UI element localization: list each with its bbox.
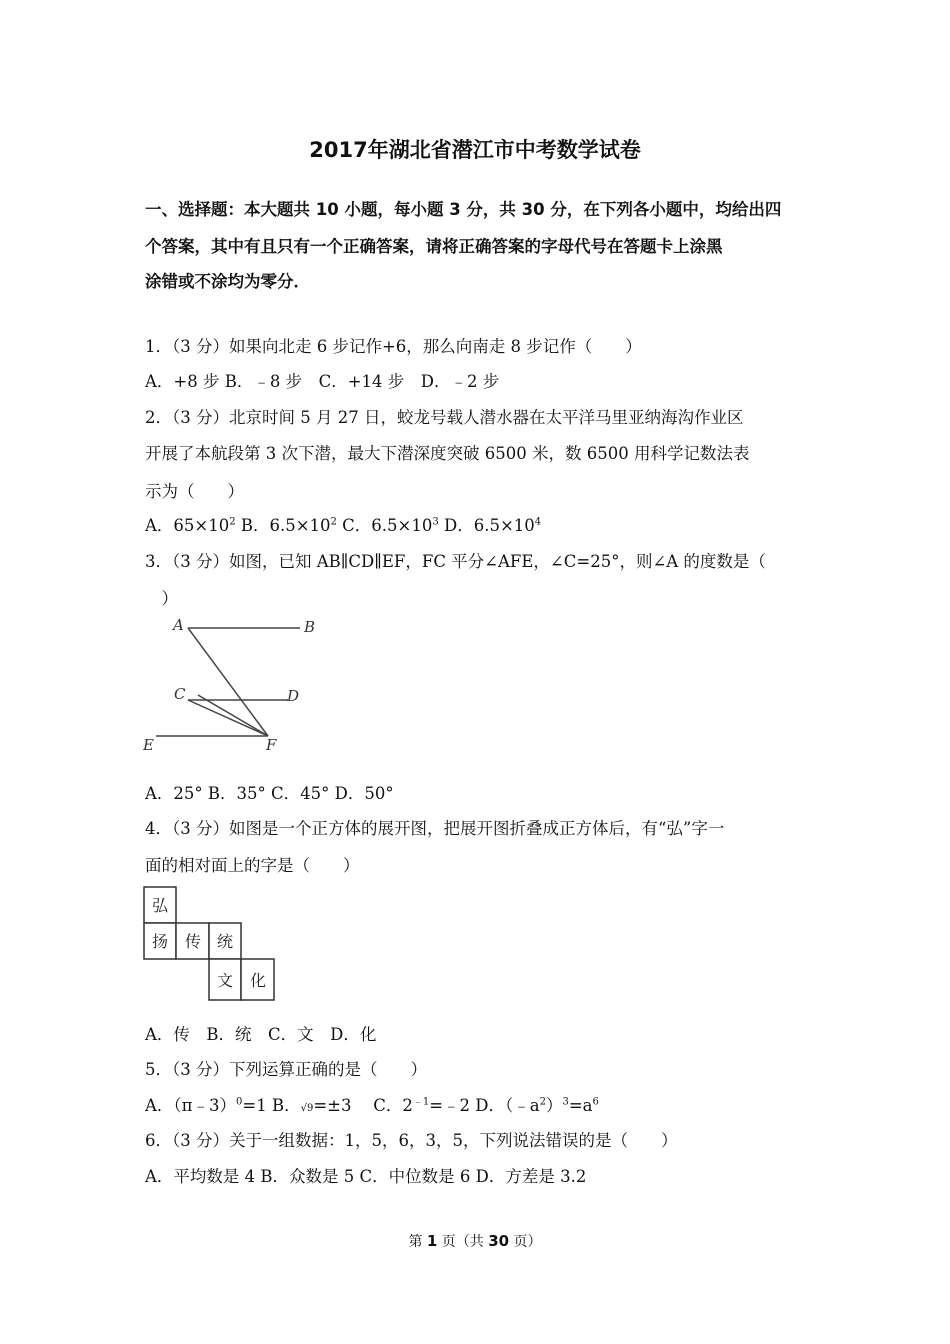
q2-stem-line-2: 开展了本航段第 3 次下潜，最大下潜深度突破 6500 米，数 6500 用科学记数法表 [145,444,750,463]
label-c: C [174,685,186,703]
label-d: D [287,687,300,705]
q4-options: A．传 B．统 C．文 D．化 [145,1025,377,1044]
cube-face-6: 化 [249,971,267,990]
q2-stem-line-3: 示为（ ） [145,482,244,501]
segment-cf [188,700,268,736]
q6-options: A．平均数是 4 B．众数是 5 C．中位数是 6 D．方差是 3.2 [145,1167,587,1186]
cube-face-2: 扬 [151,932,169,951]
label-f: F [266,736,277,754]
q3-options: A．25° B．35° C．45° D．50° [145,784,394,803]
label-b: B [304,618,316,636]
q5-stem: 5．（3 分）下列运算正确的是（ ） [145,1060,427,1079]
q1-stem: 1．（3 分）如果向北走 6 步记作+6，那么向南走 8 步记作（ ） [145,337,642,356]
q2-stem-line-1: 2．（3 分）北京时间 5 月 27 日，蛟龙号载人潜水器在太平洋马里亚纳海沟作业区 [145,408,744,427]
q3-stem-line-1: 3．（3 分）如图，已知 AB∥CD∥EF，FC 平分∠AFE，∠C=25°，则∠A 的度数是（ [145,552,766,571]
q1-options: A．+8 步 B．﹣8 步 C．+14 步 D．﹣2 步 [145,372,500,391]
q6-stem: 6．（3 分）关于一组数据：1，5，6，3，5，下列说法错误的是（ ） [145,1131,678,1150]
cube-face-5: 文 [216,971,234,990]
q4-stem-line-1: 4．（3 分）如图是一个正方体的展开图，把展开图折叠成正方体后，有“弘”字一 [145,819,725,838]
section-heading-line-1: 一、选择题：本大题共 10 小题，每小题 3 分，共 30 分，在下列各小题中，均给出四 [145,200,782,219]
q5-options: A．（π﹣3）$^0$=1 B．√9=±3 C．$2^{﹣1}=﹣2$ D．$(﹣a^2)^3=a^6$ [145,1096,599,1115]
q4-cube-net-figure [143,886,278,1002]
segment-af [188,628,268,736]
cube-face-4: 统 [216,932,234,951]
label-e: E [143,736,154,754]
section-heading-line-3: 涂错或不涂均为零分． [145,272,310,291]
page-title: 2017年湖北省潜江市中考数学试卷 [309,138,641,162]
cube-face-3: 传 [184,932,202,951]
cube-face-1: 弘 [151,896,169,915]
page-footer: 第 1 页（共 30 页） [408,1232,542,1250]
q3-stem-line-2: ） [145,589,178,608]
sqrt-nine: √9 [300,1103,314,1114]
section-heading-line-2: 个答案，其中有且只有一个正确答案，请将正确答案的字母代号在答题卡上涂黑 [145,237,723,256]
segment-c-f-inner [198,695,268,736]
q3-geometry-figure [140,612,330,757]
q2-options: A．$65\times 10^2$ B．$6.5\times 10^2$ C．$6.5\times 10^3$ D．$6.5\times 10^4$ [145,516,542,535]
label-a: A [173,616,184,634]
q4-stem-line-2: 面的相对面上的字是（ ） [145,856,360,875]
